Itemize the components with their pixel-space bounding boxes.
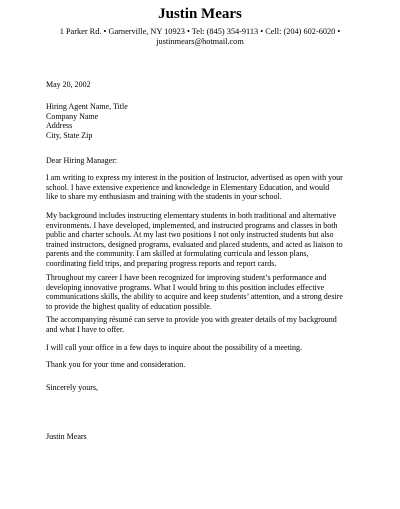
sender-contact-line: 1 Parker Rd. • Garnerville, NY 10923 • Tel: (845) 354-9113 • Cell: (204) 602-6020 • — [59, 27, 341, 36]
recipient-name-title: Hiring Agent Name, Title — [46, 102, 128, 111]
paragraph-line: I am writing to express my interest in the position of Instructor, advertised as open with your — [46, 173, 343, 182]
paragraph-line: to provide the highest quality of education possible. — [46, 301, 212, 311]
paragraph-line: communications skills, the ability to acquire and keep students’ attention, and a strong desire — [46, 292, 343, 301]
paragraph-thanks — [46, 360, 366, 370]
paragraph-line: public and charter schools. At my last two positions I not only instructed students but also — [46, 230, 334, 239]
paragraph-line: trained instructors, designed programs, evaluated and placed students, and acted as liaison to — [46, 239, 343, 249]
closing: Sincerely yours, — [46, 383, 98, 392]
recipient-street: Address — [46, 121, 73, 130]
signature-name: Justin Mears — [46, 432, 87, 441]
salutation: Dear Hiring Manager: — [46, 156, 118, 165]
paragraph-line: The accompanying résumé can serve to provide you with greater details of my background — [46, 315, 337, 324]
paragraph-intro — [46, 173, 366, 202]
paragraph-line: environments. I have developed, implemented, and instructed programs and classes in both — [46, 220, 338, 230]
sender-name: Justin Mears — [158, 6, 242, 22]
letter-date: May 20, 2002 — [46, 80, 91, 89]
paragraph-line: parents and the community. I am skilled at formulating curricula and lesson plans, — [46, 249, 309, 258]
paragraph-background — [46, 211, 366, 268]
recipient-company: Company Name — [46, 111, 99, 121]
paragraph-achievements — [46, 273, 366, 311]
paragraph-resume — [46, 315, 366, 334]
paragraph-line: and what I have to offer. — [46, 324, 125, 334]
paragraph-line: I will call your office in a few days to inquire about the possibility of a meeting. — [46, 343, 303, 352]
paragraph-line: Thank you for your time and consideration. — [46, 360, 186, 369]
recipient-city-state-zip: City, State Zip — [46, 130, 93, 140]
paragraph-line: school. I have extensive experience and knowledge in Elementary Education, and would — [46, 182, 330, 192]
paragraph-line: Throughout my career I have been recognized for improving student’s performance and — [46, 273, 327, 282]
sender-email: justinmears@hotmail.com — [156, 37, 244, 46]
recipient-address — [46, 102, 366, 140]
paragraph-line: My background includes instructing elementary students in both traditional and alternative — [46, 211, 337, 220]
paragraph-line: developing innovative programs. What I would bring to this position includes effective — [46, 282, 325, 292]
paragraph-line: coordinating field trips, and preparing progress reports and report cards. — [46, 258, 277, 268]
paragraph-follow-up — [46, 343, 366, 353]
paragraph-line: like to share my enthusiasm and training with the students in your school. — [46, 192, 282, 201]
